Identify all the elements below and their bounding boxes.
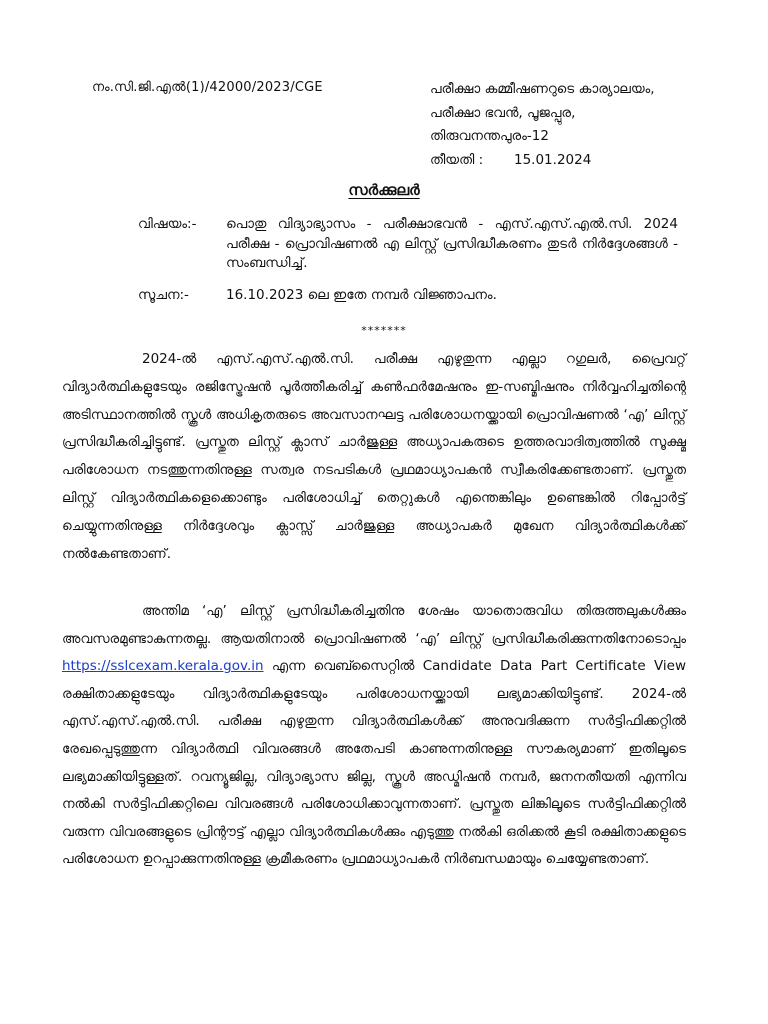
date-row — [430, 149, 655, 173]
office-address — [430, 78, 655, 172]
reference-label: സൂചന:- — [138, 287, 189, 303]
document-title: സർക്കുലർ — [348, 181, 420, 199]
date-label: തീയതി : — [430, 151, 484, 168]
office-line-1: പരീക്ഷാ കമ്മീഷണറുടെ കാര്യാലയം, — [430, 81, 655, 97]
section-separator: ******* — [361, 324, 407, 337]
subject-label: വിഷയം:- — [138, 216, 197, 232]
reference-text: 16.10.2023 ലെ ഇതേ നമ്പർ വിജ്ഞാപനം. — [226, 287, 497, 303]
office-line-3: തിരുവനന്തപുരം-12 — [430, 128, 549, 144]
subject-block — [138, 215, 678, 274]
paragraph-2-after-link: എന്ന വെബ്സൈറ്റിൽ Candidate Data Part Certificate View രക്ഷിതാക്കളുടേയും വിദ്യാർത്ഥികളുടേയും പരിശോധനയ്ക്കായി ലഭ്യമാക്കിയിട്ടുണ്ട്. 2024-ൽ എസ്.എസ്.എൽ.സി. പരീക്ഷ എഴുതുന്ന വിദ്യാർത്ഥികൾക്ക് അനുവദിക്കുന്ന സർട്ടിഫിക്കറ്റിൽ രേഖപ്പെടുത്തുന്ന വിദ്യാർത്ഥി വിവരങ്ങൾ അതേപടി കാണുന്നതിനുള്ള സൗകര്യമാണ് ഇതിലൂടെ ലഭ്യമാക്കിയിട്ടുള്ളത്. റവന്യൂജില്ല, വിദ്യാഭ്യാസ ജില്ല, സ്കൂൾ അഡ്മിഷൻ നമ്പർ, ജനനതീയതി എന്നിവ നൽകി സർട്ടിഫിക്കറ്റിലെ വിവരങ്ങൾ പരിശോധിക്കാവുന്നതാണ്. പ്രസ്തുത ലിങ്കിലൂടെ സർട്ടിഫിക്കറ്റിൽ വരുന്ന വിവരങ്ങളുടെ പ്രിന്റൗട്ട് എല്ലാ വിദ്യാർത്ഥികൾക്കും എടുത്തു നൽകി ഒരിക്കൽ കൂടി രക്ഷിതാക്കളുടെ പരിശോധന ഉറപ്പാക്കുന്നതിനുള്ള ക്രമീകരണം പ്രഥമാധ്യാപകർ നിർബന്ധമായും ചെയ്യേണ്ടതാണ്. — [62, 658, 686, 868]
date-value: 15.01.2024 — [514, 151, 592, 168]
subject-text: പൊതു വിദ്യാഭ്യാസം - പരീക്ഷാഭവൻ - എസ്.എസ്.എൽ.സി. 2024 പരീക്ഷ - പ്രൊവിഷണൽ എ ലിസ്റ്റ് പ്രസിദ്ധീകരണം തുടർ നിർദ്ദേശങ്ങൾ - സംബന്ധിച്ച്. — [226, 216, 678, 271]
document-title-row — [0, 181, 768, 199]
exam-website-link[interactable]: https://sslcexam.kerala.gov.in — [62, 658, 264, 675]
paragraph-2-before-link: അന്തിമ ‘എ’ ലിസ്റ്റ് പ്രസിദ്ധീകരിച്ചതിനു ശേഷം യാതൊരുവിധ തിരുത്തലുകൾക്കും അവസരമുണ്ടാകുന്നതല്ല. ആയതിനാൽ പ്രൊവിഷണൽ ‘എ’ ലിസ്റ്റ് പ്രസിദ്ധീകരിക്കുന്നതിനോടൊപ്പം — [62, 603, 686, 647]
paragraph-2 — [62, 598, 686, 874]
paragraph-1: 2024-ൽ എസ്.എസ്.എൽ.സി. പരീക്ഷ എഴുതുന്ന എല്ലാ റഗുലർ, പ്രൈവറ്റ് വിദ്യാർത്ഥികളുടേയും രജിസ്ട്രേഷൻ പൂർത്തീകരിച്ച് കൺഫർമേഷനും ഇ-സബ്മിഷനും നിർവ്വഹിച്ചതിന്റെ അടിസ്ഥാനത്തിൽ സ്കൂൾ അധികൃതരുടെ അവസാനഘട്ട പരിശോധനയ്ക്കായി പ്രൊവിഷണൽ ‘എ’ ലിസ്റ്റ് പ്രസിദ്ധീകരിച്ചിട്ടുണ്ട്. പ്രസ്തുത ലിസ്റ്റ് ക്ലാസ് ചാർജുള്ള അധ്യാപകരുടെ ഉത്തരവാദിത്വത്തിൽ സൂക്ഷ്മ പരിശോധന നടത്തുന്നതിനുള്ള സത്വര നടപടികൾ പ്രഥമാധ്യാപകൻ സ്വീകരിക്കേണ്ടതാണ്. പ്രസ്തുത ലിസ്റ്റ് വിദ്യാർത്ഥികളെക്കൊണ്ടും പരിശോധിച്ച് തെറ്റുകൾ എന്തെങ്കിലും ഉണ്ടെങ്കിൽ റിപ്പോർട്ട് ചെയ്യുന്നതിനുള്ള നിർദ്ദേശവും ക്ലാസ്സ് ചാർജുള്ള അധ്യാപകർ മുഖേന വിദ്യാർത്ഥികൾക്ക് നൽകേണ്ടതാണ്. — [62, 351, 686, 562]
office-line-2: പരീക്ഷാ ഭവൻ, പൂജപ്പുര, — [430, 104, 576, 121]
reference-number: നം.സി.ജി.എൽ(1)/42000/2023/CGE — [92, 80, 323, 95]
reference-block — [138, 287, 497, 303]
